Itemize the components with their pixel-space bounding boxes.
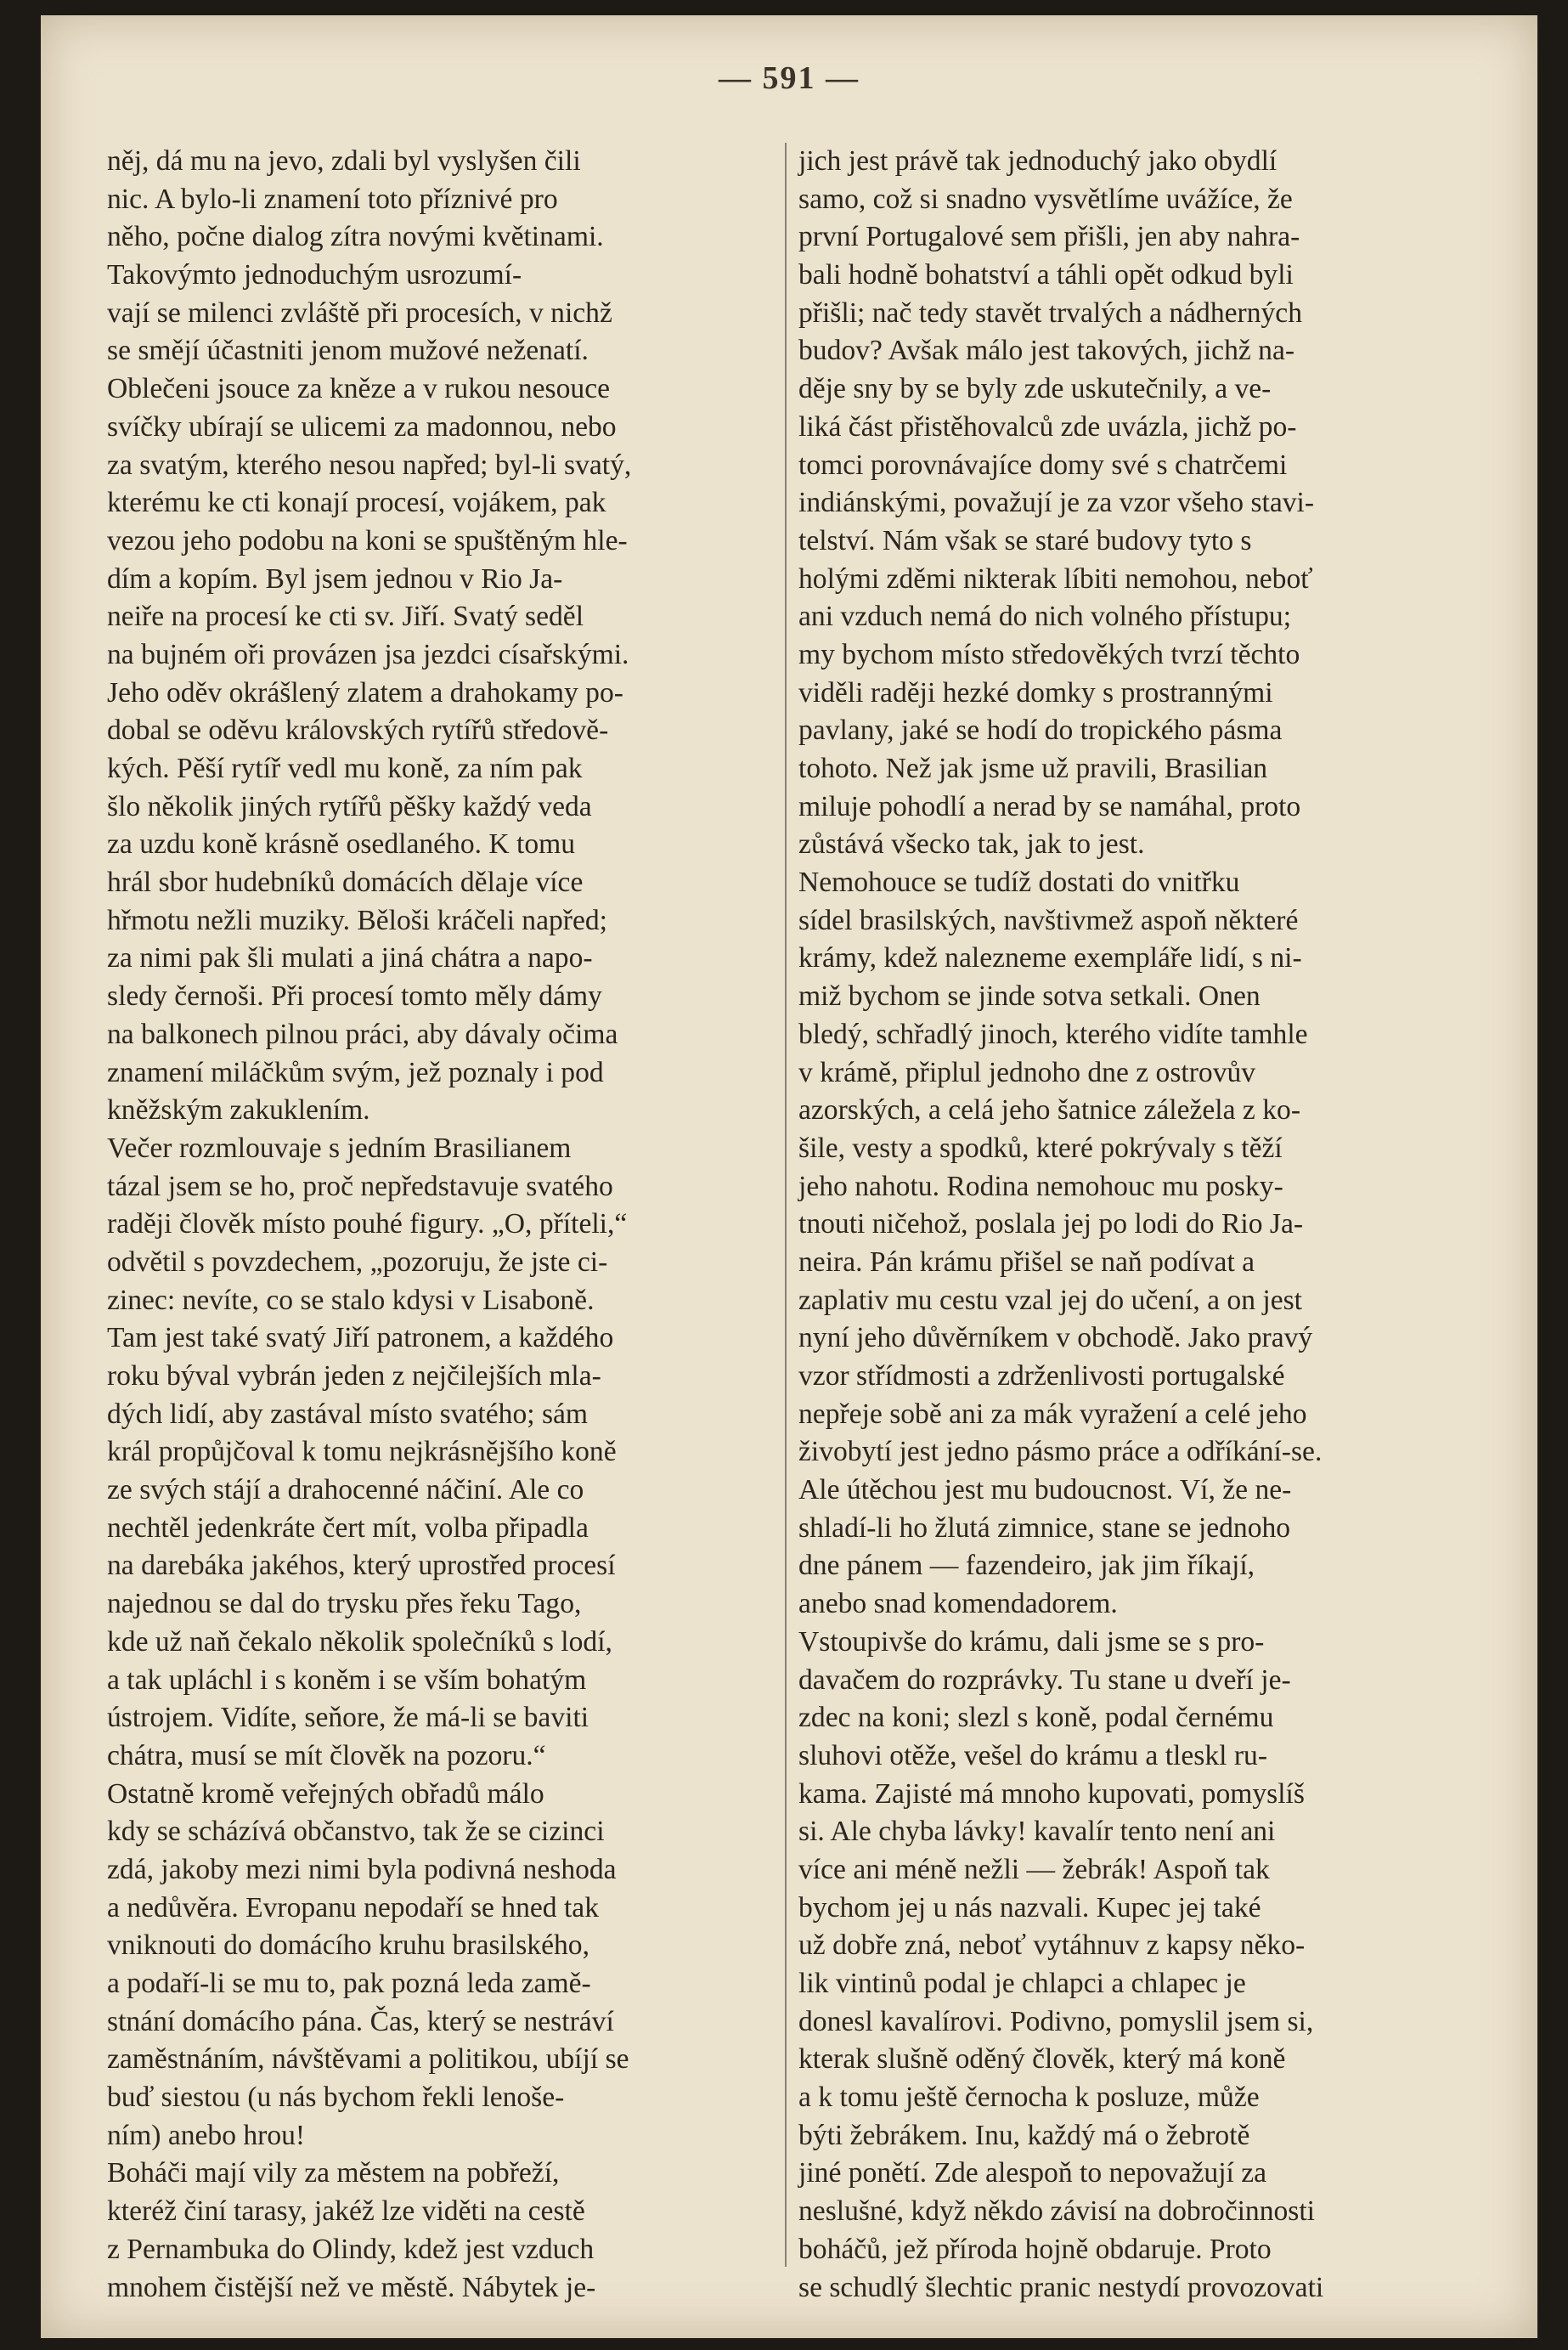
text-line: si. Ale chyba lávky! kavalír tento není ani bbox=[798, 1816, 1276, 1848]
text-line: lik vintinů podal je chlapci a chlapec je bbox=[798, 1968, 1246, 1999]
text-line: donesl kavalírovi. Podivno, pomyslil jsem si, bbox=[798, 2005, 1314, 2037]
text-line: Večer rozmlouvaje s jedním Brasilianem bbox=[107, 1132, 572, 1164]
text-line: kněžským zakuklením. bbox=[107, 1094, 370, 1127]
text-line: Tam jest také svatý Jiří patronem, a každého bbox=[107, 1322, 614, 1354]
text-line: tnouti ničehož, poslala jej po lodi do Rio Ja- bbox=[798, 1208, 1304, 1240]
text-line: Jeho oděv okrášlený zlatem a drahokamy po- bbox=[107, 676, 623, 709]
text-line: nechtěl jedenkráte čert mít, volba připadla bbox=[107, 1511, 589, 1544]
right-text-column bbox=[798, 143, 1495, 2307]
text-line: jich jest právě tak jednoduchý jako obydlí bbox=[798, 145, 1278, 177]
text-line: samo, což si snadno vysvětlíme uvážíce, že bbox=[798, 183, 1293, 215]
text-line: za svatým, kterého nesou napřed; byl-li svatý, bbox=[107, 449, 632, 481]
text-line: něj, dá mu na jevo, zdali byl vyslyšen čili bbox=[107, 145, 581, 177]
text-line: viděli raději hezké domky s prostrannými bbox=[798, 676, 1273, 709]
left-text-column bbox=[107, 143, 787, 2307]
text-line: kterak slušně oděný člověk, který má koně bbox=[798, 2043, 1286, 2076]
text-line: zdá, jakoby mezi nimi byla podivná neshoda bbox=[107, 1853, 617, 1885]
text-line: sídel brasilských, navštivmež aspoň některé bbox=[798, 904, 1299, 936]
text-line: jeho nahotu. Rodina nemohouc mu posky- bbox=[798, 1170, 1283, 1202]
text-line: buď siestou (u nás bychom řekli lenoše- bbox=[107, 2082, 565, 2114]
text-line: a k tomu ještě černocha k posluze, může bbox=[798, 2082, 1260, 2114]
text-line: a podaří-li se mu to, pak pozná leda zamě- bbox=[107, 1968, 591, 1999]
text-line: a nedůvěra. Evropanu nepodaří se hned tak bbox=[107, 1891, 599, 1923]
text-line: vají se milenci zvláště při procesích, v nichž bbox=[107, 297, 612, 329]
text-line: na darebáka jakéhos, který uprostřed procesí bbox=[107, 1550, 616, 1582]
text-line: nyní jeho důvěrníkem v obchodě. Jako pravý bbox=[798, 1322, 1313, 1354]
text-line: bychom jej u nás nazvali. Kupec jej také bbox=[798, 1891, 1261, 1923]
text-line: azorských, a celá jeho šatnice záležela z ko- bbox=[798, 1094, 1300, 1127]
text-line: mnohem čistější než ve městě. Nábytek je- bbox=[107, 2271, 596, 2303]
text-line: šile, vesty a spodků, které pokrývaly s těží bbox=[798, 1132, 1283, 1164]
text-line: ani vzduch nemá do nich volného přístupu; bbox=[798, 601, 1292, 633]
text-line: tázal jsem se ho, proč nepředstavuje svatého bbox=[107, 1170, 613, 1202]
text-line: hrál sbor hudebníků domácích dělaje více bbox=[107, 867, 584, 899]
text-line: jiné ponětí. Zde alespoň to nepovažují za bbox=[798, 2157, 1267, 2189]
text-line: indiánskými, považují je za vzor všeho stavi- bbox=[798, 487, 1315, 519]
text-line: neira. Pán krámu přišel se naň podívat a bbox=[798, 1246, 1255, 1278]
text-line: budov? Avšak málo jest takových, jichž na- bbox=[798, 335, 1295, 367]
text-line: miluje pohodlí a nerad by se namáhal, proto bbox=[798, 790, 1301, 822]
text-line: raději člověk místo pouhé figury. „O, příteli,“ bbox=[107, 1208, 628, 1240]
text-line: stnání domácího pána. Čas, který se nestráví bbox=[107, 2005, 614, 2037]
text-line: z Pernambuka do Olindy, kdež jest vzduch bbox=[107, 2233, 595, 2265]
text-line: dých lidí, aby zastával místo svatého; sám bbox=[107, 1398, 589, 1430]
text-line: znamení miláčkům svým, jež poznaly i pod bbox=[107, 1056, 604, 1088]
text-line: dne pánem — fazendeiro, jak jim říkají, bbox=[798, 1550, 1255, 1582]
text-line: za nimi pak šli mulati a jiná chátra a napo- bbox=[107, 942, 593, 974]
text-line: holými zděmi nikterak líbiti nemohou, neboť bbox=[798, 562, 1313, 595]
text-line: se schudlý šlechtic pranic nestydí provozovati bbox=[798, 2271, 1324, 2303]
text-line: a tak upláchl i s koněm i se vším bohatým bbox=[107, 1664, 587, 1696]
text-line: v krámě, připlul jednoho dne z ostrovův bbox=[798, 1056, 1256, 1088]
text-line: živobytí jest jedno pásmo práce a odříkání-se. bbox=[798, 1436, 1323, 1468]
text-line: krámy, kdež nalezneme exempláře lidí, s ni- bbox=[798, 942, 1302, 974]
text-line: zinec: nevíte, co se stalo kdysi v Lisaboně. bbox=[107, 1284, 595, 1316]
text-line: chátra, musí se mít člověk na pozoru.“ bbox=[107, 1739, 546, 1771]
text-line: více ani méně nežli — žebrák! Aspoň tak bbox=[798, 1853, 1270, 1885]
page-number: — 591 — bbox=[719, 60, 860, 96]
text-line: děje sny by se byly zde uskutečnily, a ve- bbox=[798, 373, 1272, 405]
text-line: dobal se oděvu královských rytířů středově- bbox=[107, 715, 609, 747]
text-line: liká část přistěhovalců zde uvázla, jichž po- bbox=[798, 410, 1297, 443]
text-line: neiře na procesí ke cti sv. Jiří. Svatý seděl bbox=[107, 601, 584, 633]
text-line: zůstává všecko tak, jak to jest. bbox=[798, 828, 1145, 861]
text-line: vzor střídmosti a zdrženlivosti portugalské bbox=[798, 1360, 1285, 1392]
text-line: býti žebrákem. Inu, každý má o žebrotě bbox=[798, 2119, 1250, 2151]
text-line: tomci porovnávajíce domy své s chatrčemi bbox=[798, 449, 1288, 481]
text-line: ústrojem. Vidíte, seňore, že má-li se baviti bbox=[107, 1702, 589, 1734]
text-line: roku býval vybrán jeden z nejčilejších mla- bbox=[107, 1360, 601, 1392]
text-line: shladí-li ho žlutá zimnice, stane se jednoho bbox=[798, 1511, 1291, 1544]
text-line: něho, počne dialog zítra novými květinami. bbox=[107, 221, 604, 253]
text-line: my bychom místo středověkých tvrzí těchto bbox=[798, 638, 1300, 670]
text-line: kteréž činí tarasy, jakéž lze viděti na cestě bbox=[107, 2195, 585, 2228]
text-line: sluhovi otěže, vešel do krámu a tleskl ru- bbox=[798, 1739, 1268, 1771]
text-line: odvětil s povzdechem, „pozoruju, že jste ci- bbox=[107, 1246, 608, 1278]
text-line: vezou jeho podobu na koni se spuštěným hle- bbox=[107, 524, 628, 556]
text-line: miž bychom se jinde sotva setkali. Onen bbox=[798, 980, 1261, 1013]
text-line: na balkonech pilnou práci, aby dávaly očima bbox=[107, 1018, 618, 1050]
text-line: boháčů, jež příroda hojně obdaruje. Proto bbox=[798, 2233, 1272, 2265]
text-line: kterému ke cti konají procesí, vojákem, pak bbox=[107, 487, 606, 519]
column-divider bbox=[785, 143, 787, 2267]
text-line: ním) anebo hrou! bbox=[107, 2119, 306, 2151]
text-line: ze svých stájí a drahocenné náčiní. Ale co bbox=[107, 1474, 584, 1506]
text-line: Takovýmto jednoduchým usrozumí- bbox=[107, 259, 522, 291]
text-line: dím a kopím. Byl jsem jednou v Rio Ja- bbox=[107, 562, 563, 595]
text-line: neslušné, když někdo závisí na dobročinnosti bbox=[798, 2195, 1316, 2228]
text-line: telství. Nám však se staré budovy tyto s bbox=[798, 524, 1252, 556]
text-line: nic. A bylo-li znamení toto příznivé pro bbox=[107, 183, 558, 215]
text-line: svíčky ubírají se ulicemi za madonnou, nebo bbox=[107, 410, 617, 443]
text-line: kdy se scházívá občanstvo, tak že se cizinci bbox=[107, 1816, 605, 1848]
text-line: davačem do rozprávky. Tu stane u dveří je- bbox=[798, 1664, 1291, 1696]
text-line: na bujném oři provázen jsa jezdci císařskými. bbox=[107, 638, 629, 670]
text-line: Boháči mají vily za městem na pobřeží, bbox=[107, 2157, 560, 2189]
text-line: Ale útěchou jest mu budoucnost. Ví, že ne- bbox=[798, 1474, 1292, 1506]
text-line: Oblečeni jsouce za kněze a v rukou nesouce bbox=[107, 373, 611, 405]
text-line: Ostatně kromě veřejných obřadů málo bbox=[107, 1777, 544, 1810]
text-line: král propůjčoval k tomu nejkrásnějšího koně bbox=[107, 1436, 617, 1468]
text-line: šlo několik jiných rytířů pěšky každý veda bbox=[107, 790, 592, 822]
text-line: pavlany, jaké se hodí do tropického pásma bbox=[798, 715, 1283, 747]
text-line: anebo snad komendadorem. bbox=[798, 1588, 1118, 1620]
text-line: bledý, schřadlý jinoch, kterého vidíte tamhle bbox=[798, 1018, 1308, 1050]
text-line: zdec na koni; slezl s koně, podal černému bbox=[798, 1702, 1274, 1734]
text-line: kama. Zajisté má mnoho kupovati, pomyslíš bbox=[798, 1777, 1305, 1810]
text-line: se smějí účastniti jenom mužové neženatí. bbox=[107, 335, 589, 367]
text-line: kých. Pěší rytíř vedl mu koně, za ním pak bbox=[107, 753, 583, 784]
text-line: sledy černoši. Při procesí tomto měly dámy bbox=[107, 980, 602, 1013]
text-line: vniknouti do domácího kruhu brasilského, bbox=[107, 1929, 589, 1962]
text-line: nepřeje sobě ani za mák vyražení a celé jeho bbox=[798, 1398, 1307, 1430]
text-line: zaplativ mu cestu vzal jej do učení, a on jest bbox=[798, 1284, 1303, 1316]
text-line: hřmotu nežli muziky. Běloši kráčeli napřed; bbox=[107, 904, 607, 936]
text-line: Nemohouce se tudíž dostati do vnitřku bbox=[798, 867, 1240, 899]
text-line: tohoto. Než jak jsme už pravili, Brasilian bbox=[798, 753, 1268, 784]
text-line: kde už naň čekalo několik společníků s lodí, bbox=[107, 1625, 612, 1658]
text-line: Vstoupivše do krámu, dali jsme se s pro- bbox=[798, 1625, 1265, 1658]
text-line: bali hodně bohatství a táhli opět odkud byli bbox=[798, 259, 1294, 291]
text-line: najednou se dal do trysku přes řeku Tago, bbox=[107, 1588, 582, 1620]
text-line: už dobře zná, neboť vytáhnuv z kapsy něko- bbox=[798, 1929, 1306, 1962]
text-line: zaměstnáním, návštěvami a politikou, ubíjí se bbox=[107, 2043, 629, 2076]
book-page bbox=[41, 15, 1537, 2338]
text-line: za uzdu koně krásně osedlaného. K tomu bbox=[107, 828, 576, 861]
text-line: přišli; nač tedy stavět trvalých a nádherných bbox=[798, 297, 1302, 329]
text-line: první Portugalové sem přišli, jen aby nahra- bbox=[798, 221, 1300, 253]
